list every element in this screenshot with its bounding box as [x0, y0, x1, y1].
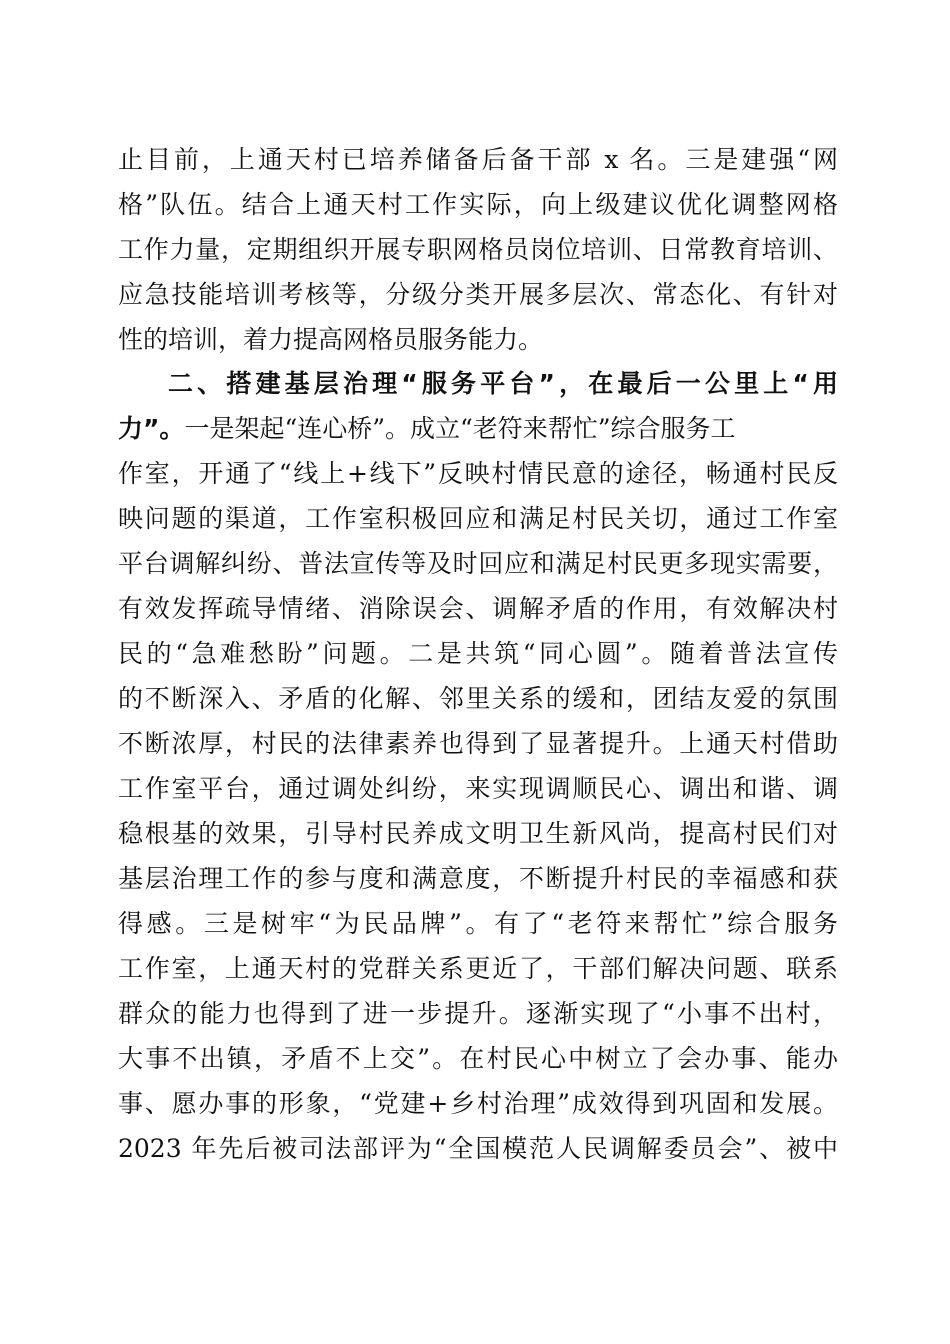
paragraph-2-line-2: [118, 407, 838, 451]
paragraph-1-line-3: 工作力量，定期组织开展专职网格员岗位培训、日常教育培训、: [118, 235, 838, 264]
paragraph-1-line-4: 应急技能培训考核等，分级分类开展多层次、常态化、有针对: [118, 280, 838, 309]
paragraph-2-line-13: 得感。三是树牢“为民品牌”。有了“老符来帮忙”综合服务: [118, 909, 838, 938]
paragraph-2-line-16: 大事不出镇，矛盾不上交”。在村民心中树立了会办事、能办: [118, 1044, 838, 1073]
paragraph-2-line-17: 事、愿办事的形象，“党建+乡村治理”成效得到巩固和发展。: [118, 1089, 838, 1118]
paragraph-1-line-2: 格”队伍。结合上通天村工作实际，向上级建议优化调整网格: [118, 190, 838, 219]
section-heading: 二、搭建基层治理“服务平台”，在最后一公里上“用: [168, 369, 838, 398]
paragraph-1-line-5: 性的培训，着力提高网格员服务能力。: [118, 325, 544, 354]
paragraph-2-line-4: 映问题的渠道，工作室积极回应和满足村民关切，通过工作室: [118, 504, 838, 533]
paragraph-2-line-5: 平台调解纠纷、普法宣传等及时回应和满足村民更多现实需要，: [118, 549, 838, 578]
paragraph-2-line-9: 不断浓厚，村民的法律素养也得到了显著提升。上通天村借助: [118, 729, 838, 758]
paragraph-2-line-10: 工作室平台，通过调处纠纷，来实现调顺民心、调出和谐、调: [118, 774, 838, 803]
paragraph-2-line-18: 2023 年先后被司法部评为“全国模范人民调解委员会”、被中: [118, 1134, 838, 1163]
paragraph-2-line-15: 群众的能力也得到了进一步提升。逐渐实现了“小事不出村，: [118, 999, 838, 1028]
paragraph-2-line-2-text: 一是架起“连心桥”。成立“老符来帮忙”综合服务工: [184, 414, 736, 443]
paragraph-2-line-7: 民的“急难愁盼”问题。二是共筑“同心圆”。随着普法宣传: [118, 639, 838, 668]
paragraph-2-line-3: 作室，开通了“线上+线下”反映村情民意的途径，畅通村民反: [118, 459, 838, 488]
paragraph-1-line-1: 止目前，上通天村已培养储备后备干部 x 名。三是建强“网: [118, 145, 838, 174]
paragraph-2-line-11: 稳根基的效果，引导村民养成文明卫生新风尚，提高村民们对: [118, 819, 838, 848]
paragraph-2-line-14: 工作室，上通天村的党群关系更近了，干部们解决问题、联系: [118, 954, 838, 983]
paragraph-2-line-12: 基层治理工作的参与度和满意度，不断提升村民的幸福感和获: [118, 864, 838, 893]
paragraph-2-line-6: 有效发挥疏导情绪、消除误会、调解矛盾的作用，有效解决村: [118, 594, 838, 623]
paragraph-2-line-8: 的不断深入、矛盾的化解、邻里关系的缓和，团结友爱的氛围: [118, 684, 838, 713]
section-heading-tail: 力”。: [118, 414, 185, 443]
